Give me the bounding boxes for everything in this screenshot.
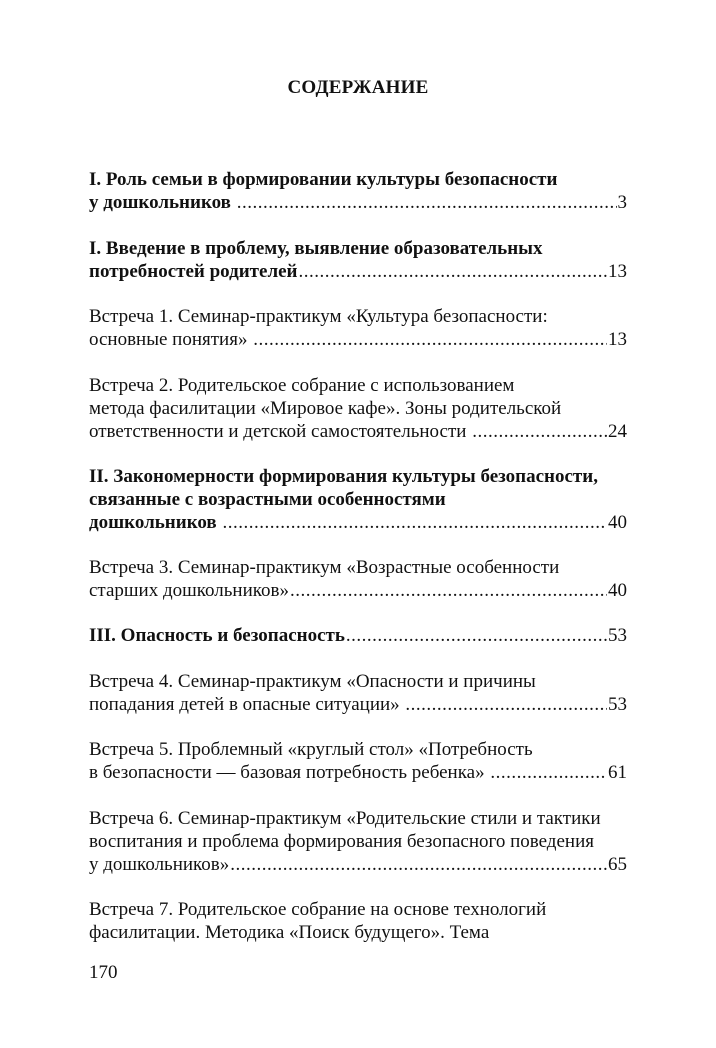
toc-entry-text: у дошкольников»: [89, 854, 230, 875]
toc-entry-last-line: [89, 624, 627, 647]
toc-entry-text: в безопасности — базовая потребность ребенка»: [89, 762, 490, 783]
toc-entry-last-line: [89, 420, 627, 443]
toc-entry-text: у дошкольников: [89, 192, 236, 213]
toc-page-number: 53: [608, 694, 627, 715]
toc-entry-line: Встреча 2. Родительское собрание с использованием: [89, 375, 515, 396]
toc-entry-line: Встреча 5. Проблемный «круглый стол» «Потребность: [89, 739, 533, 760]
toc-entry-last-line: [89, 853, 627, 876]
toc-entry-line: Встреча 1. Семинар-практикум «Культура безопасности:: [89, 306, 548, 327]
toc-page-number: 13: [608, 261, 627, 282]
toc-entry-text: попадания детей в опасные ситуации»: [89, 694, 405, 715]
toc-entry-line: фасилитации. Методика «Поиск будущего». Тема: [89, 922, 490, 943]
dot-leader: [472, 420, 607, 443]
dot-leader: [405, 693, 607, 716]
dot-leader: [290, 579, 607, 602]
toc-entry: [89, 624, 627, 647]
toc-page-number: 40: [608, 512, 627, 533]
toc-entry: [89, 237, 627, 283]
toc-entry-last-line: [89, 761, 627, 784]
toc-entry-text: старших дошкольников»: [89, 580, 289, 601]
toc-entry-line: связанные с возрастными особенностями: [89, 489, 446, 510]
toc-entry-line: Встреча 3. Семинар-практикум «Возрастные особенности: [89, 557, 560, 578]
toc-page-number: 61: [608, 762, 627, 783]
toc-entry-text: дошкольников: [89, 512, 222, 533]
toc-entry-line: Встреча 7. Родительское собрание на основе технологий: [89, 899, 547, 920]
toc-entry-text: ответственности и детской самостоятельности: [89, 421, 472, 442]
toc-entry: [89, 556, 627, 602]
toc-entry-last-line: [89, 511, 627, 534]
dot-leader: [490, 761, 607, 784]
toc-page-number: 40: [608, 580, 627, 601]
toc-entry-line: воспитания и проблема формирования безопасного поведения: [89, 831, 594, 852]
toc-entry: [89, 898, 627, 944]
toc-entry-line: I. Введение в проблему, выявление образовательных: [89, 238, 543, 259]
toc-entry: [89, 374, 627, 443]
toc-page-number: 65: [608, 854, 627, 875]
toc-entry-last-line: [89, 260, 627, 283]
page-number: 170: [89, 962, 118, 983]
toc-entry-line: I. Роль семьи в формировании культуры безопасности: [89, 169, 558, 190]
toc-entry: [89, 807, 627, 876]
toc-page-number: 13: [608, 329, 627, 350]
toc-entry-line: Встреча 4. Семинар-практикум «Опасности и причины: [89, 671, 536, 692]
dot-leader: [299, 260, 608, 283]
toc-page-number: 53: [608, 625, 627, 646]
toc-entry: [89, 670, 627, 716]
toc-entry-text: III. Опасность и безопасность: [89, 625, 345, 646]
toc-entry-last-line: [89, 579, 627, 602]
toc-entry-last-line: [89, 693, 627, 716]
toc-entry: [89, 168, 627, 214]
toc-page-number: 24: [608, 421, 627, 442]
dot-leader: [230, 853, 607, 876]
toc-entry-line: II. Закономерности формирования культуры безопасности,: [89, 466, 598, 487]
dot-leader: [222, 511, 607, 534]
toc-entry-last-line: [89, 191, 627, 214]
toc-entry: [89, 465, 627, 534]
toc-entry: [89, 305, 627, 351]
toc-entry-line: метода фасилитации «Мировое кафе». Зоны родительской: [89, 398, 562, 419]
toc-page-number: 3: [617, 192, 627, 213]
dot-leader: [253, 328, 607, 351]
dot-leader: [237, 191, 617, 214]
toc-entry: [89, 738, 627, 784]
toc-entry-text: потребностей родителей: [89, 261, 298, 282]
page-title: СОДЕРЖАНИЕ: [287, 77, 429, 98]
toc-entry-line: Встреча 6. Семинар-практикум «Родительские стили и тактики: [89, 808, 601, 829]
toc-entry-last-line: [89, 328, 627, 351]
toc-entry-text: основные понятия»: [89, 329, 253, 350]
dot-leader: [346, 624, 607, 647]
